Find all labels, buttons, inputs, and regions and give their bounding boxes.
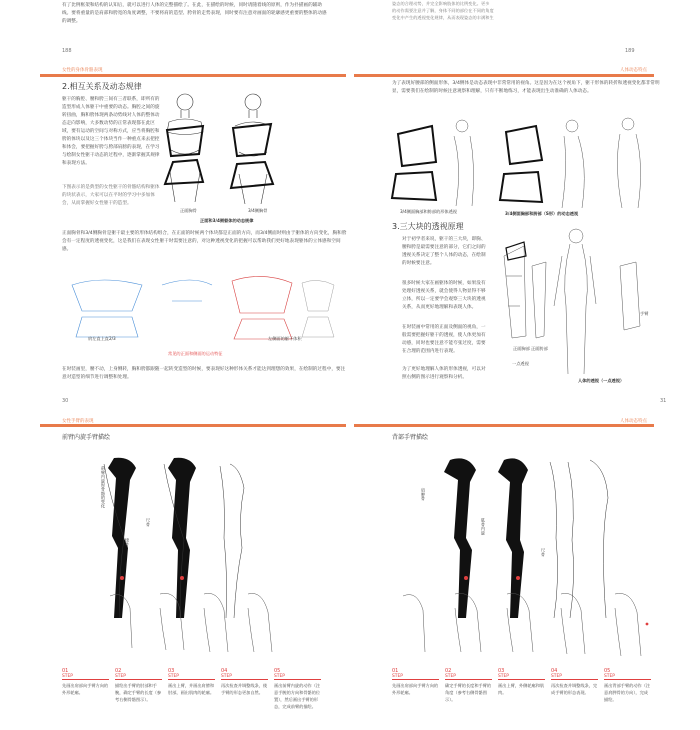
caption-a: 正面胸部 bbox=[513, 346, 530, 351]
page-number: 31 bbox=[660, 398, 667, 404]
bone-label-2: 尺骨 bbox=[146, 518, 151, 527]
caption-d: 手臂 bbox=[640, 311, 649, 316]
step-text: 先画出肩部向手臂方向的外形轮廓。 bbox=[62, 683, 109, 695]
step-number: 01 bbox=[392, 668, 399, 674]
step-number: 01 bbox=[62, 668, 69, 674]
top-left-text: 有了比例框架和结构的认知后，就可以进行人体的完整描绘了。在此，在描绘的时候，同时请随着线的原则，作为扑描画的辅助线。要将重量的是肩部和胯宽的角度调整，不要将肩的造型、胯骨的走势表现，同时要有注意对画面的轮廓感更重要的整体的动感的调整。 bbox=[62, 3, 327, 24]
step-text: 画出上臂，并画出肩膀和肘部，画出肌肉的轮廓。 bbox=[168, 683, 215, 695]
step-text: 描绘出手臂的肘部和手腕，确定手臂的长度（参考右侧骨骼图示）。 bbox=[115, 683, 162, 702]
step-text: 确定手臂的长度和手臂的角度（参考右侧骨骼图示）。 bbox=[445, 683, 492, 702]
step-card bbox=[274, 668, 321, 710]
arm-step-sketches bbox=[100, 588, 280, 658]
caption-1: 3/4侧面胸部和胯部的形体透视 bbox=[400, 209, 457, 214]
spread1-left-page bbox=[0, 66, 350, 406]
step-text: 再次检查并调整线条，完成手臂的形态表现。 bbox=[551, 683, 598, 695]
text-line: 变化中产生的透视变化规律，从而表现姿态的丰满和生 bbox=[392, 15, 494, 20]
caption-f: 一点透视 bbox=[512, 361, 529, 366]
section-title: 背部手臂描绘 bbox=[392, 434, 429, 441]
text-line: 姿态的合理动势，并完全影响肢体的比例变化。更多 bbox=[392, 1, 490, 6]
header-rule bbox=[354, 424, 654, 427]
step-text: 画出前臂内旋的动作（注意手腕的方向和骨骼的位置），然后画出手臂的形态，完成前臂的描绘。 bbox=[274, 683, 321, 709]
caption-b: 常见的正面和侧面的运动特征 bbox=[168, 351, 223, 356]
section-title: 2.相互关系及动态规律 bbox=[62, 82, 142, 91]
header-rule bbox=[354, 74, 654, 77]
step-text: 画出上臂，外侧轮廓和肌肉。 bbox=[498, 683, 545, 695]
spread2-left-page bbox=[0, 418, 350, 730]
step-number: 03 bbox=[498, 668, 505, 674]
step-card bbox=[221, 668, 268, 696]
page-number: 30 bbox=[62, 398, 69, 404]
step-card bbox=[498, 668, 545, 696]
bottom-paragraph: 在时装画里，腰不动，上身侧转，胸和胯都跟随一起转变造型的时候，要表现好这种形体关系才能达到理想的效果，在绘制的过程中，要注意对造型的细节进行调整和处理。 bbox=[62, 367, 346, 380]
bone-label-2: 肱骨内旋 bbox=[481, 518, 486, 535]
step-label: STEP bbox=[115, 674, 162, 680]
step-number: 02 bbox=[445, 668, 452, 674]
step-number: 05 bbox=[604, 668, 611, 674]
caption-3-4: 3/4侧胸骨 bbox=[248, 208, 268, 213]
text-line: 的动作需要注意并了解，身体不同的部位在不同的角度 bbox=[392, 8, 494, 13]
step-number: 03 bbox=[168, 668, 175, 674]
step-text: 画出背部手臂的动作（注意肩胛骨的方向），完成描绘。 bbox=[604, 683, 651, 702]
step-card bbox=[445, 668, 492, 703]
page-number: 188 bbox=[62, 48, 72, 54]
step-card bbox=[604, 668, 651, 703]
step-card bbox=[168, 668, 215, 696]
paragraph-2: 很多时候大家在画躯体的时候，如果没有处理好透视关系，就会使得人物显得不够立体，所以一定要学会观察三大块的透视关系，从而更好地理解和表现人体。 bbox=[402, 281, 486, 310]
step-text: 再次检查并调整线条，使手臂的形态更加自然。 bbox=[221, 683, 268, 695]
caption-front: 正面胸骨 bbox=[180, 208, 197, 213]
caption-a: 肩左直上直2/3 bbox=[88, 336, 116, 341]
step-text: 先画出肩部向手臂方向的外形轮廓。 bbox=[392, 683, 439, 695]
spread1-right-page bbox=[350, 66, 700, 406]
caption-bold: 正面和3/4侧躯体的动态规律 bbox=[200, 218, 254, 223]
paragraph-4: 为了更好地理解人体的形体透视，可以对照右侧的图示进行观察和分析。 bbox=[402, 367, 486, 380]
page-number: 189 bbox=[625, 48, 635, 54]
torso-diagram bbox=[165, 92, 315, 227]
header-title: 人体动态特点 bbox=[620, 68, 647, 73]
header-rule bbox=[40, 74, 346, 77]
top-spread-fragment bbox=[0, 0, 700, 60]
top-right-text-a bbox=[392, 0, 517, 21]
caption-e: 人体的透视（一点透视） bbox=[578, 378, 625, 383]
perspective-figure bbox=[498, 226, 658, 381]
bone-label-3: 尺骨 bbox=[541, 548, 546, 557]
step-label: STEP bbox=[604, 674, 651, 680]
intro-text-2: 下图表示的是典型的女性躯干的骨骼结构和躯体的块状表示，大家可以在平时的学习中多加体会，从而掌握好女性躯干的造型。 bbox=[62, 185, 160, 206]
step-label: STEP bbox=[221, 674, 268, 680]
step-card bbox=[392, 668, 439, 696]
perspective-diagram bbox=[392, 116, 662, 211]
header-rule bbox=[40, 424, 346, 427]
body-paragraph: 正面胸骨和3/4侧胸骨是躯干最主要的形体结构组合，在正面的时候两个体块都是正面的方向，而3/4侧面时则由于躯体的方向变化，胸和胯会有一定程度的透视变化，这是我们在表现女性躯干时需要注意的，对这种透视变化的把握可以帮助我们更好地表现躯体的立体感和空间感。 bbox=[62, 231, 347, 252]
caption-c: 左侧面的躯干体积 bbox=[268, 336, 302, 341]
step-label: STEP bbox=[551, 674, 598, 680]
step-label: STEP bbox=[498, 674, 545, 680]
top-paragraph: 为了表现好腰部的侧面形体，3/4侧体是动态表现中非常常用的视角。这是因为在这个视角下，躯干形体的转折和透视变化都非常明显，需要我们在绘制的时候注意观察和理解，只有不断地练习，才能表现出生动准确的人体动态。 bbox=[392, 81, 660, 94]
spread2-right-page bbox=[350, 418, 700, 730]
step-card bbox=[551, 668, 598, 696]
paragraph-3: 在时装画中常用的正面及侧面的视角，一般需要把握好躯干的透视，使人体更加有动感，同时也要注意不能夸张过度，需要在合理的范围内进行表现。 bbox=[402, 325, 486, 354]
colored-torso-diagram bbox=[62, 271, 342, 346]
step-label: STEP bbox=[62, 674, 109, 680]
bone-label-3: 桡骨 bbox=[125, 538, 130, 547]
step-label: STEP bbox=[274, 674, 321, 680]
step-number: 02 bbox=[115, 668, 122, 674]
step-card bbox=[62, 668, 109, 696]
caption-2: 3/4侧面胸部和胯部（S形）的动态透视 bbox=[505, 211, 579, 216]
bone-label-1: 前臂内旋时骨骼的变化 bbox=[101, 466, 106, 508]
caption-b: 正面胯部 bbox=[531, 346, 548, 351]
step-number: 05 bbox=[274, 668, 281, 674]
back-arm-step-sketches bbox=[395, 588, 675, 663]
paragraph-1: 对于初学者来说，躯干的三大块，即胸、腰和胯是最需要注意的部分，它们之间的透视关系决定了整个人体的动态，在绘制的时候要注意。 bbox=[402, 237, 486, 266]
step-card bbox=[115, 668, 162, 703]
section-title: 前臂内旋手臂描绘 bbox=[62, 434, 111, 441]
header-title: 人体动态特点 bbox=[620, 419, 647, 424]
step-label: STEP bbox=[392, 674, 439, 680]
header-title: 女性手臂的表现 bbox=[62, 419, 94, 424]
step-number: 04 bbox=[551, 668, 558, 674]
step-label: STEP bbox=[445, 674, 492, 680]
header-title: 女性的身体骨骼表现 bbox=[62, 68, 103, 73]
step-label: STEP bbox=[168, 674, 215, 680]
bone-label-1: 肩胛骨 bbox=[421, 488, 426, 501]
intro-text: 躯干的胸腔、腰和胯三间有三者联系，即所有的造型形成人体躯干中重要的动态。胸腔之间的旋转扭曲，胸和胯体现两条动势线对人体的整体动态走向影响，大多数动势的正常表现都在此区域，要有运动的空间与对称方式，应当将胸腔和胯的体块以及这三个体块当作一种重点来去把控和体会，要把握好胯与胯部肩膀的表现，在学习与绘制女性躯干动态的过程中，逐渐掌握其规律和表现方法。 bbox=[62, 97, 160, 166]
step-number: 04 bbox=[221, 668, 228, 674]
section-title: 3.三大块的透视原理 bbox=[392, 222, 464, 231]
